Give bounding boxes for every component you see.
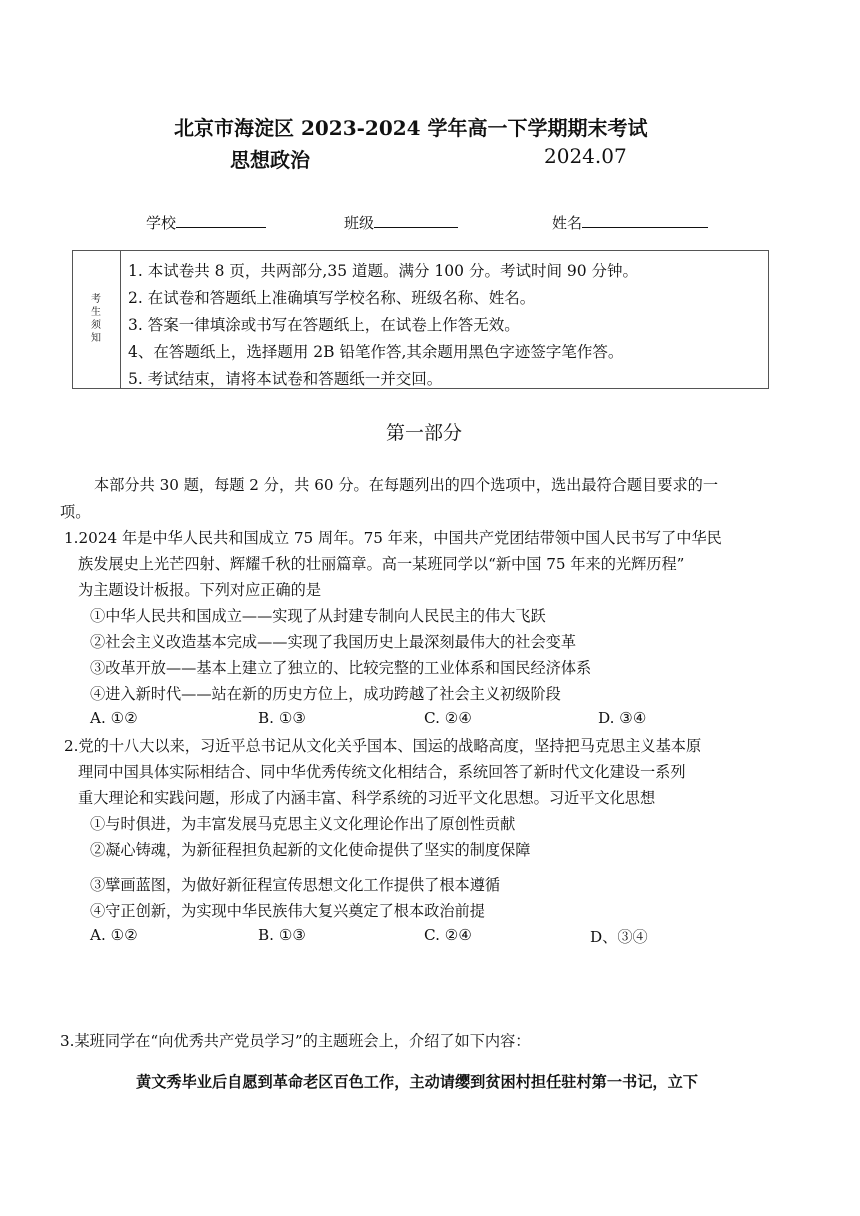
subject-label: 思想政治 [230, 148, 310, 172]
question-2-statement: ①与时俱进，为丰富发展马克思主义文化理论作出了原创性贡献 [90, 815, 516, 833]
class-label: 班级 [344, 214, 375, 232]
question-1-option-d[interactable]: D. ③④ [598, 709, 647, 727]
notice-item: 2. 在试卷和答题纸上准确填写学校名称、班级名称、姓名。 [128, 289, 536, 307]
notice-side-label: 考生须知 [91, 294, 101, 344]
question-1-statement: ①中华人民共和国成立——实现了从封建专制向人民民主的伟大飞跃 [90, 607, 546, 625]
question-2-option-c[interactable]: C. ②④ [424, 926, 472, 944]
name-blank[interactable] [582, 212, 708, 228]
question-1-stem: 族发展史上光芒四射、辉耀千秋的壮丽篇章。高一某班同学以“新中国 75 年来的光辉历程” [78, 555, 685, 573]
school-label: 学校 [146, 214, 177, 232]
question-1-statement: ③改革开放——基本上建立了独立的、比较完整的工业体系和国民经济体系 [90, 659, 592, 677]
question-2-stem: 2.党的十八大以来，习近平总书记从文化关乎国本、国运的战略高度，坚持把马克思主义基本原 [64, 737, 702, 755]
question-1-option-a[interactable]: A. ①② [90, 709, 138, 727]
question-1-stem: 为主题设计板报。下列对应正确的是 [78, 581, 321, 599]
question-2-option-d[interactable]: D、③④ [590, 928, 648, 946]
question-2-stem: 理同中国具体实际相结合、同中华优秀传统文化相结合，系统回答了新时代文化建设一系列 [78, 763, 686, 781]
notice-item: 5. 考试结束，请将本试卷和答题纸一并交回。 [128, 370, 443, 388]
notice-side-cell [73, 251, 121, 388]
section-intro: 本部分共 30 题，每题 2 分，共 60 分。在每题列出的四个选项中，选出最符合题目要求的一 [94, 476, 719, 494]
name-field [552, 212, 708, 233]
section-intro-cont: 项。 [60, 503, 91, 521]
question-1-stem: 1.2024 年是中华人民共和国成立 75 周年。75 年来，中国共产党团结带领中国人民书写了中华民 [64, 529, 722, 547]
question-1-statement: ②社会主义改造基本完成——实现了我国历史上最深刻最伟大的社会变革 [90, 633, 576, 651]
exam-title: 北京市海淀区 2023-2024 学年高一下学期期末考试 [174, 116, 648, 140]
question-2-statement: ④守正创新，为实现中华民族伟大复兴奠定了根本政治前提 [90, 902, 485, 920]
question-2-stem: 重大理论和实践问题，形成了内涵丰富、科学系统的习近平文化思想。习近平文化思想 [78, 789, 656, 807]
school-blank[interactable] [176, 212, 266, 228]
name-label: 姓名 [552, 214, 583, 232]
notice-item: 1. 本试卷共 8 页，共两部分,35 道题。满分 100 分。考试时间 90 分钟。 [128, 262, 639, 280]
class-blank[interactable] [374, 212, 458, 228]
question-1-option-c[interactable]: C. ②④ [424, 709, 472, 727]
notice-item: 3. 答案一律填涂或书写在答题纸上，在试卷上作答无效。 [128, 316, 520, 334]
question-2-statement: ②凝心铸魂，为新征程担负起新的文化使命提供了坚实的制度保障 [90, 841, 531, 859]
notice-item: 4、在答题纸上，选择题用 2B 铅笔作答,其余题用黑色字迹签字笔作答。 [128, 343, 624, 361]
exam-date: 2024.07 [544, 144, 627, 168]
exam-notice-box [72, 250, 769, 389]
question-3-material: 黄文秀毕业后自愿到革命老区百色工作，主动请缨到贫困村担任驻村第一书记，立下 [136, 1073, 698, 1091]
section-title: 第一部分 [386, 422, 463, 444]
question-1-statement: ④进入新时代——站在新的历史方位上，成功跨越了社会主义初级阶段 [90, 685, 561, 703]
question-2-statement: ③擘画蓝图，为做好新征程宣传思想文化工作提供了根本遵循 [90, 876, 501, 894]
question-1-option-b[interactable]: B. ①③ [258, 709, 307, 727]
school-field [146, 212, 266, 233]
question-3-stem: 3.某班同学在“向优秀共产党员学习”的主题班会上，介绍了如下内容： [60, 1032, 531, 1050]
question-2-option-a[interactable]: A. ①② [90, 926, 138, 944]
question-2-option-b[interactable]: B. ①③ [258, 926, 307, 944]
class-field [344, 212, 458, 233]
